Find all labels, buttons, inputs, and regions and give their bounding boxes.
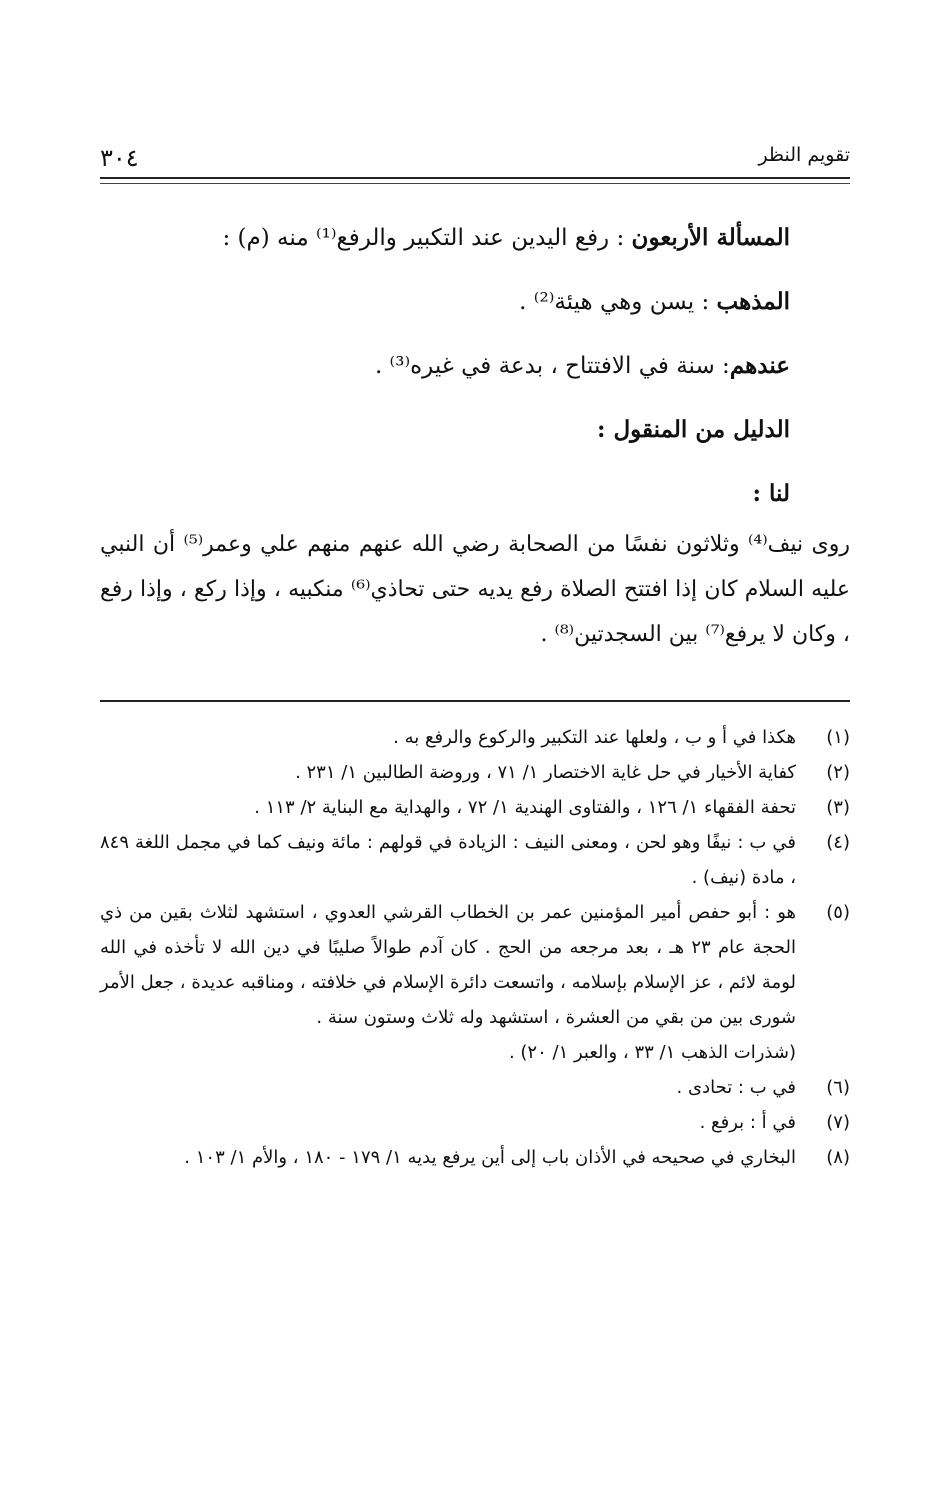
footnote-8 [100,1140,850,1175]
issue-line [100,212,790,264]
footnote-3 [100,790,850,825]
madhhab-text: : يسن وهي هيئة⁽²⁾ . [519,289,717,315]
footnote-text: البخاري في صحيحه في الأذان باب إلى أين يرفع يديه ١/ ١٧٩ - ١٨٠ ، والأم ١/ ١٠٣ . [184,1147,796,1168]
footnote-number: (٧) [826,1112,850,1133]
footnote-text: هو : أبو حفص أمير المؤمنين عمر بن الخطاب القرشي العدوي ، استشهد لثلاث بقين من ذي الحجة عام ٢٣ هـ ، بعد مرجعه من الحج . كان آدم طوالاً صليبًا في دين الله لا تأخذه في الله لومة لائم ، عز الإسلام بإسلامه ، واتسعت دائرة الإسلام في خلافته ، ومناقبه عديدة ، جعل الأمر شورى بين من بقي من العشرة ، استشهد وله ثلاث وستون سنة . [100,902,797,1028]
footnote-number: (١) [826,727,850,748]
lana-heading-line [100,468,790,520]
footnote-2 [100,755,850,790]
footnote-6 [100,1070,850,1105]
madhhab-label: المذهب [716,288,790,315]
indahum-line [100,340,790,392]
footnote-5 [100,895,850,1035]
header-rule-thin [100,183,850,184]
footnote-7 [100,1105,850,1140]
footnote-text: في ب : نيفًا وهو لحن ، ومعنى النيف : الزيادة في قولهم : مائة ونيف كما في مجمل اللغة ٨٤٩ ، مادة (نيف) . [100,832,796,888]
footnote-separator [100,700,850,702]
page-number: ٣٠٤ [100,144,139,172]
footnote-number: (٥) [826,902,850,923]
footnote-text: في أ : برفع . [699,1112,796,1133]
footnote-number: (٤) [826,832,850,853]
footnote-text: كفاية الأخيار في حل غاية الاختصار ١/ ٧١ ، وروضة الطالبين ١/ ٢٣١ . [295,762,796,783]
header-rule-thick [100,177,850,179]
lana-heading: لنا : [752,480,790,507]
footnote-text: تحفة الفقهاء ١/ ١٢٦ ، والفتاوى الهندية ١/ ٧٢ ، والهداية مع البناية ٢/ ١١٣ . [254,797,796,818]
footnote-1 [100,720,850,755]
issue-label: المسألة الأربعون [631,224,790,251]
evidence-heading: الدليل من المنقول : [596,416,790,443]
footnote-5-source: (شذرات الذهب ١/ ٣٣ ، والعبر ١/ ٢٠) . [508,1042,796,1063]
footnote-number: (٦) [826,1077,850,1098]
indahum-label: عندهم [729,352,790,379]
footnotes [100,720,850,1175]
issue-text: : رفع اليدين عند التكبير والرفع⁽¹⁾ منه (م) : [222,225,632,251]
main-text [100,212,790,532]
footnote-4 [100,825,850,895]
footnote-number: (٨) [826,1147,850,1168]
footnote-text: هكذا في أ و ب ، ولعلها عند التكبير والركوع والرفع به . [393,727,796,748]
madhhab-line [100,276,790,328]
footnote-number: (٣) [826,797,850,818]
indahum-text: : سنة في الافتتاح ، بدعة في غيره⁽³⁾ . [374,353,730,379]
main-paragraph: روى نيف⁽⁴⁾ وثلاثون نفسًا من الصحابة رضي الله عنهم منهم علي وعمر⁽⁵⁾ أن النبي عليه السلام كان إذا افتتح الصلاة رفع يديه حتى تحاذي⁽⁶⁾ منكبيه ، وإذا ركع ، وإذا رفع ، وكان لا يرفع⁽⁷⁾ بين السجدتين⁽⁸⁾ . [100,532,850,647]
footnote-text: في ب : تحادى . [676,1077,796,1098]
evidence-heading-line [100,404,790,456]
footnote-number: (٢) [826,762,850,783]
running-head: تقويم النظر [758,144,850,166]
